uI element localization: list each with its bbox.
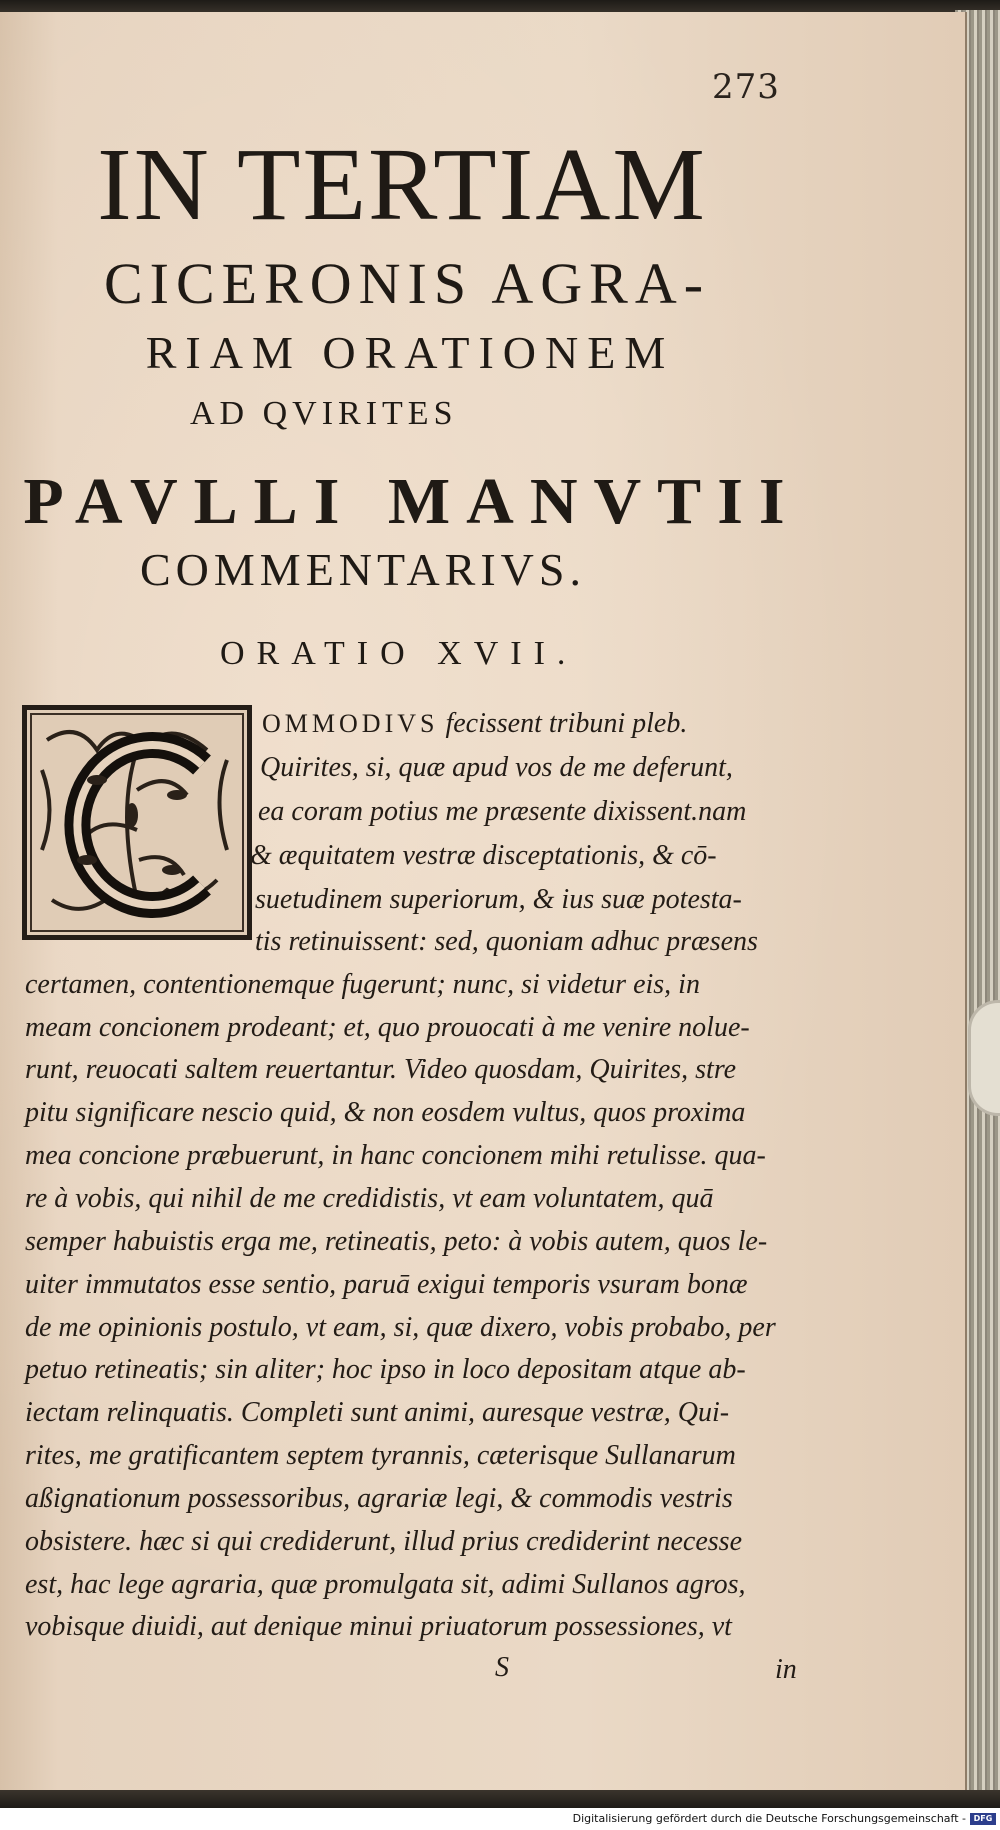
catchword: in: [775, 1654, 797, 1685]
text-line: Quirites, si, quæ apud vos de me deferunt,: [260, 752, 733, 783]
text-line: aßignationum possessoribus, agrariæ legi, & commodis vestris: [25, 1483, 733, 1514]
text-line: ea coram potius me præsente dixissent.nam: [258, 796, 747, 827]
oration-number: ORATIO XVII.: [220, 635, 578, 672]
text-line: vobisque diuidi, aut denique minui priuatorum possessiones, vt: [25, 1611, 732, 1642]
text-line: iectam relinquatis. Completi sunt animi, auresque vestræ, Qui-: [25, 1397, 730, 1428]
title-line-1: IN TERTIAM: [97, 127, 707, 242]
clasp: [968, 1000, 1000, 1116]
dfg-logo: DFG: [970, 1813, 996, 1825]
text-line: uiter immutatos esse sentio, paruā exigui temporis vsuram bonæ: [25, 1269, 748, 1300]
text-line: obsistere. hæc si qui crediderunt, illud prius crediderint necesse: [25, 1526, 743, 1557]
text-line: est, hac lege agraria, quæ promulgata sit, adimi Sullanos agros,: [25, 1569, 746, 1600]
text-line: certamen, contentionemque fugerunt; nunc, si videtur eis, in: [25, 969, 700, 1000]
text-line: semper habuistis erga me, retineatis, peto: à vobis autem, quos le-: [25, 1226, 768, 1257]
title-line-4: AD QVIRITES: [190, 395, 458, 432]
author-line: PAVLLI MANVTII: [23, 465, 801, 538]
text-line: [262, 706, 687, 742]
text-line: re à vobis, qui nihil de me credidistis, vt eam voluntatem, quā: [25, 1183, 714, 1214]
book-bottom-edge: [0, 1790, 1000, 1808]
first-word-caps: OMMODIVS: [262, 709, 439, 738]
text-line: petuo retineatis; sin aliter; hoc ipso in loco depositam atque ab-: [25, 1354, 746, 1385]
credit-text: Digitalisierung gefördert durch die Deutsche Forschungsgemeinschaft -: [572, 1812, 966, 1825]
title-line-3: RIAM ORATIONEM: [145, 327, 675, 378]
text-line: & æquitatem vestræ disceptationis, & cō-: [250, 840, 717, 871]
decorated-initial-c: [22, 705, 252, 940]
text-span: fecissent tribuni pleb.: [445, 708, 688, 739]
text-line: mea concione præbuerunt, in hanc concionem mihi retulisse. qua-: [25, 1140, 766, 1171]
text-line: runt, reuocati saltem reuertantur. Video quosdam, Quirites, stre: [25, 1054, 737, 1085]
text-line: pitu significare nescio quid, & non eosdem vultus, quos proxima: [25, 1097, 746, 1128]
title-line-2: CICERONIS AGRA-: [103, 251, 711, 316]
book-page: [0, 12, 967, 1794]
text-line: meam concionem prodeant; et, quo prouocati à me venire nolue-: [25, 1012, 750, 1043]
page-number: 273: [712, 67, 780, 107]
ornament-icon: [27, 710, 247, 935]
signature-mark: S: [495, 1652, 509, 1683]
digitization-credit: [0, 1808, 1000, 1830]
text-line: rites, me gratificantem septem tyrannis, cæterisque Sullanarum: [25, 1440, 736, 1471]
text-line: de me opinionis postulo, vt eam, si, quæ dixero, vobis probabo, per: [25, 1312, 776, 1343]
commentary-line: COMMENTARIVS.: [140, 544, 586, 595]
text-line: tis retinuissent: sed, quoniam adhuc præsens: [255, 926, 758, 957]
text-line: suetudinem superiorum, & ius suæ potesta-: [255, 884, 742, 915]
